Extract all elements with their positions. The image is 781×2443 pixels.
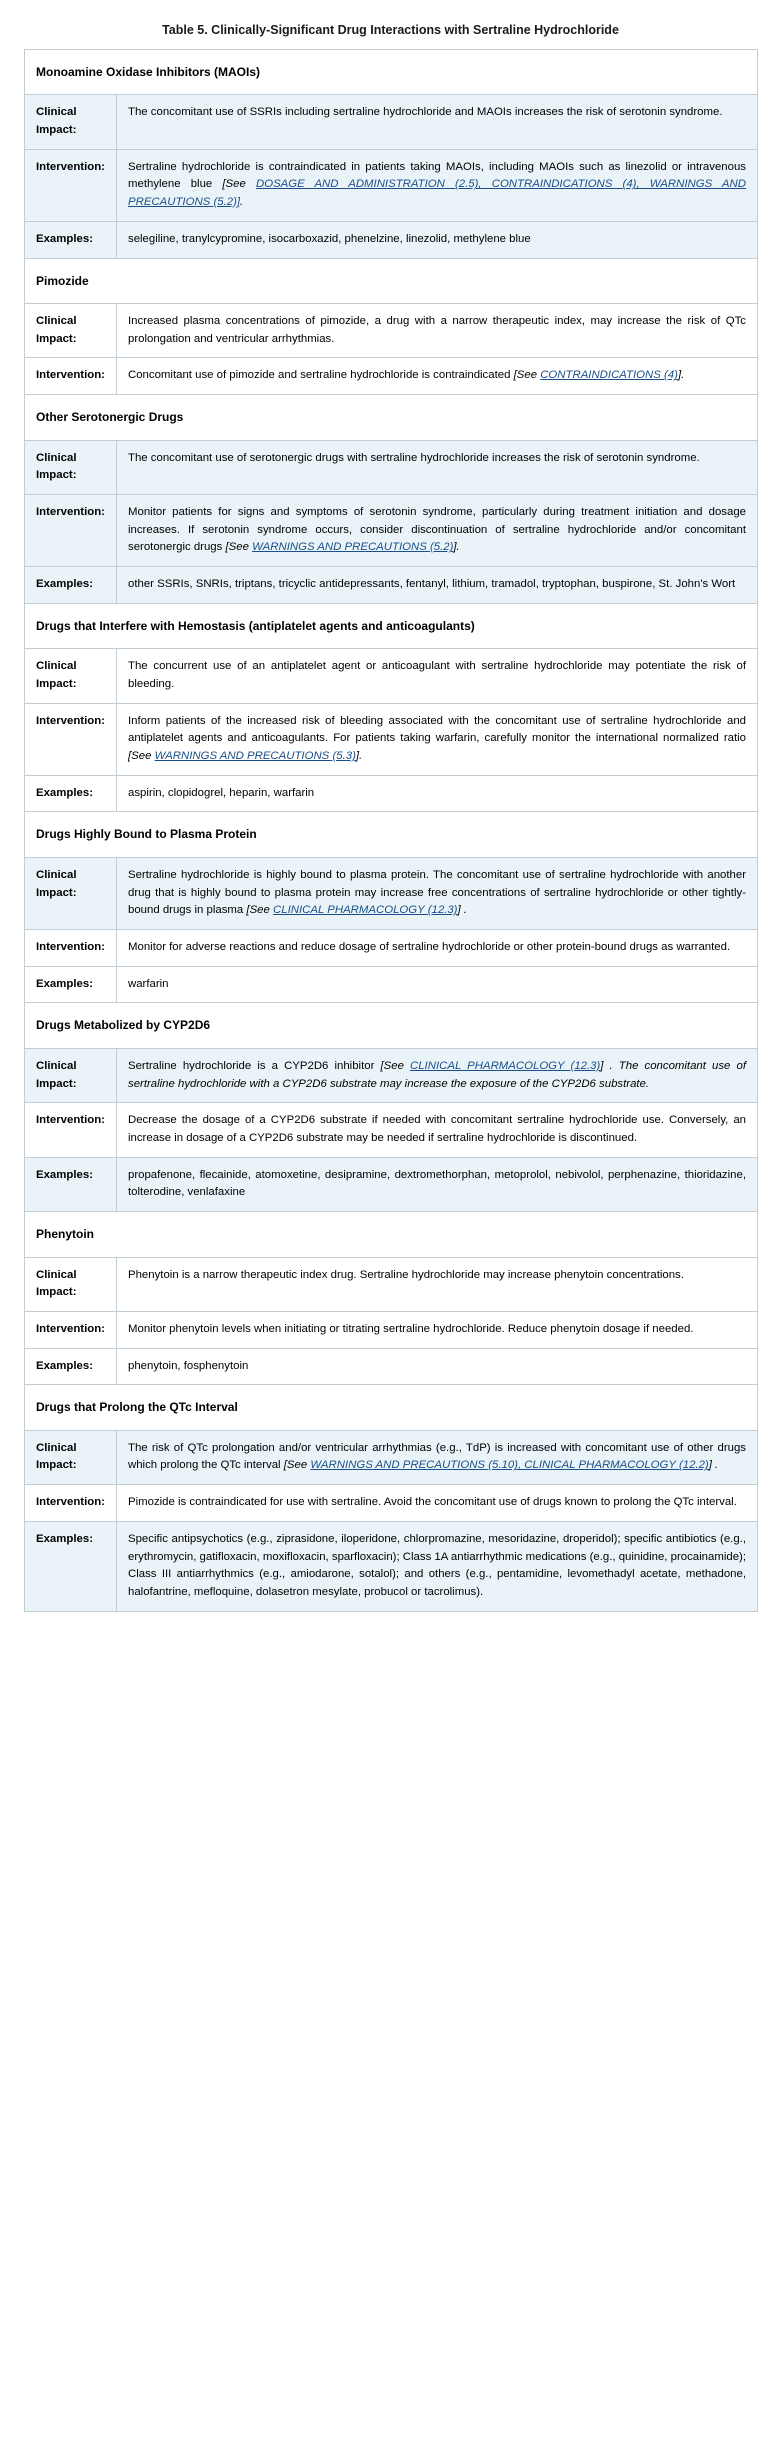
see-prefix: [See bbox=[283, 1459, 311, 1472]
intervention-label: Intervention: bbox=[25, 703, 117, 775]
intervention-text: Sertraline hydrochloride is contraindicated in patients taking MAOIs, including MAOIs such as linezolid or intravenous methylene blue bbox=[128, 160, 746, 191]
cross-reference-link[interactable]: DOSAGE AND ADMINISTRATION (2.5), CONTRAINDICATIONS (4), WARNINGS AND PRECAUTIONS (5.2)] bbox=[128, 178, 746, 209]
clinical-impact-text: Sertraline hydrochloride is a CYP2D6 inhibitor bbox=[128, 1059, 381, 1072]
intervention-label: Intervention: bbox=[25, 929, 117, 966]
see-prefix: [See bbox=[222, 178, 256, 191]
see-suffix: ]. bbox=[453, 541, 460, 554]
examples-label: Examples: bbox=[25, 1157, 117, 1211]
group-title: Drugs Metabolized by CYP2D6 bbox=[25, 1003, 758, 1049]
group-header-row bbox=[25, 1385, 758, 1431]
examples-value: selegiline, tranylcypromine, isocarboxazid, phenelzine, linezolid, methylene blue bbox=[117, 221, 758, 258]
table-row bbox=[25, 358, 758, 395]
table-row bbox=[25, 1521, 758, 1611]
clinical-impact-label: Clinical Impact: bbox=[25, 304, 117, 358]
examples-value: other SSRIs, SNRIs, triptans, tricyclic antidepressants, fentanyl, lithium, tramadol, tryptophan, buspirone, St. John's Wort bbox=[117, 567, 758, 604]
intervention-value bbox=[117, 358, 758, 395]
group-title: Pimozide bbox=[25, 258, 758, 304]
clinical-impact-label: Clinical Impact: bbox=[25, 857, 117, 929]
clinical-impact-text: Sertraline hydrochloride is highly bound to plasma protein. The concomitant use of sertraline hydrochloride with another drug that is highly bound to plasma protein may increase free concentrations of sertraline hydrochloride or other tightly-bound drugs in plasma bbox=[128, 868, 746, 917]
intervention-value: Decrease the dosage of a CYP2D6 substrate if needed with concomitant sertraline hydrochloride use. Conversely, an increase in dosage of a CYP2D6 substrate may be needed if sertraline hydrochloride is discontinued. bbox=[117, 1103, 758, 1157]
table-row bbox=[25, 440, 758, 494]
examples-value: aspirin, clopidogrel, heparin, warfarin bbox=[117, 775, 758, 812]
group-header-row bbox=[25, 258, 758, 304]
examples-label: Examples: bbox=[25, 1348, 117, 1385]
clinical-impact-text: The risk of QTc prolongation and/or ventricular arrhythmias (e.g., TdP) is increased with concomitant use of other drugs which prolong the QTc interval bbox=[128, 1441, 746, 1472]
intervention-label: Intervention: bbox=[25, 495, 117, 567]
table-row bbox=[25, 1103, 758, 1157]
examples-label: Examples: bbox=[25, 221, 117, 258]
clinical-impact-label: Clinical Impact: bbox=[25, 95, 117, 149]
intervention-text: Inform patients of the increased risk of bleeding associated with the concomitant use of sertraline hydrochloride and antiplatelet agents and anticoagulants. For patients taking warfarin, carefully monitor the international normalized ratio bbox=[128, 714, 746, 745]
table-row bbox=[25, 929, 758, 966]
examples-value: warfarin bbox=[117, 966, 758, 1003]
group-header-row bbox=[25, 812, 758, 858]
intervention-value: Pimozide is contraindicated for use with sertraline. Avoid the concomitant use of drugs known to prolong the QTc interval. bbox=[117, 1485, 758, 1522]
clinical-impact-value: The concurrent use of an antiplatelet agent or anticoagulant with sertraline hydrochloride may potentiate the risk of bleeding. bbox=[117, 649, 758, 703]
table-row bbox=[25, 1157, 758, 1211]
see-suffix: ] . bbox=[708, 1459, 719, 1472]
table-row bbox=[25, 149, 758, 221]
cross-reference-link[interactable]: CONTRAINDICATIONS (4) bbox=[540, 369, 678, 382]
cross-reference-link[interactable]: WARNINGS AND PRECAUTIONS (5.2) bbox=[252, 541, 454, 554]
intervention-text: Concomitant use of pimozide and sertraline hydrochloride is contraindicated bbox=[128, 369, 514, 382]
clinical-impact-label: Clinical Impact: bbox=[25, 440, 117, 494]
see-suffix: ]. bbox=[677, 369, 685, 382]
group-header-row bbox=[25, 1003, 758, 1049]
table-row bbox=[25, 703, 758, 775]
cross-reference-link[interactable]: WARNINGS AND PRECAUTIONS (5.3) bbox=[154, 750, 356, 763]
table-row bbox=[25, 304, 758, 358]
examples-value: Specific antipsychotics (e.g., ziprasidone, iloperidone, chlorpromazine, mesoridazine, droperidol); specific antibiotics (e.g., erythromycin, gatifloxacin, moxifloxacin, sparfloxacin); Class 1A antiarrhythmic medications (e.g., quinidine, procainamide); Class III antiarrhythmics (e.g., amiodarone, sotalol); and others (e.g., pentamidine, levomethadyl acetate, methadone, halofantrine, mefloquine, dolasetron mesylate, probucol or tacrolimus). bbox=[117, 1521, 758, 1611]
clinical-impact-value: The concomitant use of serotonergic drugs with sertraline hydrochloride increases the risk of serotonin syndrome. bbox=[117, 440, 758, 494]
intervention-label: Intervention: bbox=[25, 1103, 117, 1157]
cross-reference-link[interactable]: WARNINGS AND PRECAUTIONS (5.10), CLINICAL PHARMACOLOGY (12.2) bbox=[310, 1459, 709, 1472]
group-title: Monoamine Oxidase Inhibitors (MAOIs) bbox=[25, 49, 758, 95]
table-row bbox=[25, 1485, 758, 1522]
intervention-value bbox=[117, 495, 758, 567]
see-prefix: [See bbox=[225, 541, 253, 554]
intervention-label: Intervention: bbox=[25, 358, 117, 395]
intervention-text: Monitor patients for signs and symptoms of serotonin syndrome, particularly during treatment initiation and dosage increases. If serotonin syndrome occurs, consider discontinuation of sertraline hydrochloride and/or concomitant serotonergic drugs bbox=[128, 506, 746, 554]
group-header-row bbox=[25, 1211, 758, 1257]
see-prefix: [See bbox=[513, 369, 541, 382]
examples-value: propafenone, flecainide, atomoxetine, desipramine, dextromethorphan, metoprolol, nebivolol, perphenazine, thioridazine, tolterodine, venlafaxine bbox=[117, 1157, 758, 1211]
intervention-value: Monitor phenytoin levels when initiating or titrating sertraline hydrochloride. Reduce phenytoin dosage if needed. bbox=[117, 1311, 758, 1348]
cross-reference-link[interactable]: CLINICAL PHARMACOLOGY (12.3) bbox=[410, 1059, 601, 1072]
table-row bbox=[25, 966, 758, 1003]
group-header-row bbox=[25, 603, 758, 649]
intervention-label: Intervention: bbox=[25, 1311, 117, 1348]
group-title: Other Serotonergic Drugs bbox=[25, 395, 758, 441]
cross-reference-link[interactable]: CLINICAL PHARMACOLOGY (12.3) bbox=[273, 904, 458, 917]
clinical-impact-label: Clinical Impact: bbox=[25, 1257, 117, 1311]
table-row bbox=[25, 775, 758, 812]
table-row bbox=[25, 95, 758, 149]
table-row bbox=[25, 221, 758, 258]
clinical-impact-value bbox=[117, 1048, 758, 1102]
clinical-impact-value: Phenytoin is a narrow therapeutic index drug. Sertraline hydrochloride may increase phenytoin concentrations. bbox=[117, 1257, 758, 1311]
see-suffix: ]. bbox=[355, 750, 363, 763]
group-title: Drugs that Prolong the QTc Interval bbox=[25, 1385, 758, 1431]
clinical-impact-value: Increased plasma concentrations of pimozide, a drug with a narrow therapeutic index, may increase the risk of QTc prolongation and ventricular arrhythmias. bbox=[117, 304, 758, 358]
table-row bbox=[25, 1348, 758, 1385]
clinical-impact-value bbox=[117, 857, 758, 929]
clinical-impact-value: The concomitant use of SSRIs including sertraline hydrochloride and MAOIs increases the risk of serotonin syndrome. bbox=[117, 95, 758, 149]
see-prefix: [See bbox=[128, 750, 155, 763]
examples-label: Examples: bbox=[25, 1521, 117, 1611]
table-row bbox=[25, 1430, 758, 1484]
see-suffix: ] . bbox=[457, 904, 467, 917]
table-row bbox=[25, 1311, 758, 1348]
clinical-impact-label: Clinical Impact: bbox=[25, 1048, 117, 1102]
table-row bbox=[25, 1257, 758, 1311]
intervention-label: Intervention: bbox=[25, 149, 117, 221]
examples-value: phenytoin, fosphenytoin bbox=[117, 1348, 758, 1385]
clinical-impact-value bbox=[117, 1430, 758, 1484]
group-header-row bbox=[25, 49, 758, 95]
clinical-impact-label: Clinical Impact: bbox=[25, 649, 117, 703]
see-suffix: ] . The concomitant use of sertraline hydrochloride with a CYP2D6 substrate may increase the exposure of the CYP2D6 substrate. bbox=[128, 1059, 746, 1090]
table-row bbox=[25, 1048, 758, 1102]
table-title: Table 5. Clinically-Significant Drug Interactions with Sertraline Hydrochloride bbox=[162, 23, 619, 37]
table-row bbox=[25, 567, 758, 604]
see-prefix: [See bbox=[246, 904, 274, 917]
group-title: Drugs that Interfere with Hemostasis (antiplatelet agents and anticoagulants) bbox=[25, 603, 758, 649]
table-row bbox=[25, 857, 758, 929]
group-title: Drugs Highly Bound to Plasma Protein bbox=[25, 812, 758, 858]
intervention-value bbox=[117, 703, 758, 775]
table-row bbox=[25, 495, 758, 567]
see-prefix: [See bbox=[380, 1059, 410, 1072]
group-title: Phenytoin bbox=[25, 1211, 758, 1257]
intervention-label: Intervention: bbox=[25, 1485, 117, 1522]
examples-label: Examples: bbox=[25, 567, 117, 604]
group-header-row bbox=[25, 395, 758, 441]
clinical-impact-label: Clinical Impact: bbox=[25, 1430, 117, 1484]
drug-interactions-table bbox=[24, 49, 758, 1612]
examples-label: Examples: bbox=[25, 966, 117, 1003]
intervention-value: Monitor for adverse reactions and reduce dosage of sertraline hydrochloride or other protein-bound drugs as warranted. bbox=[117, 929, 758, 966]
examples-label: Examples: bbox=[25, 775, 117, 812]
intervention-value bbox=[117, 149, 758, 221]
see-suffix: . bbox=[240, 196, 244, 209]
table-row bbox=[25, 649, 758, 703]
